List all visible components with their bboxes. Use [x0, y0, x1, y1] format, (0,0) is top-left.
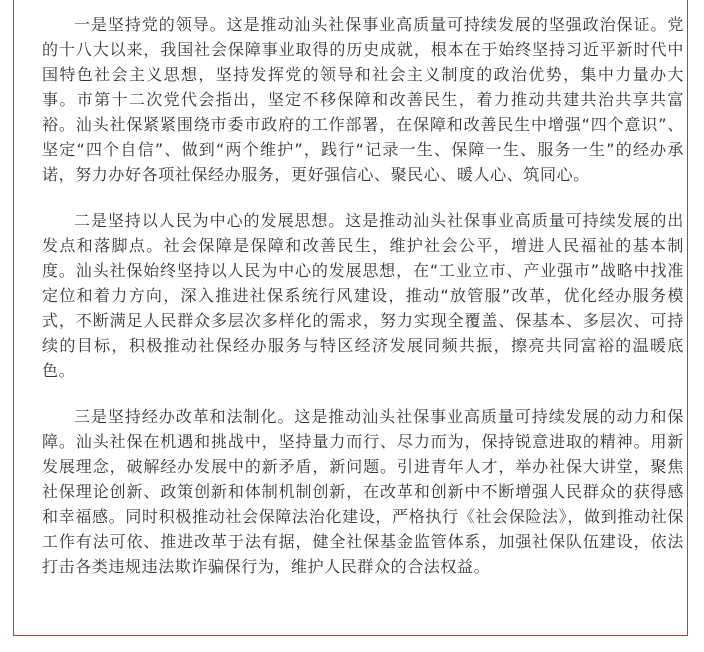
article-frame: [13, 0, 688, 636]
article-body: [42, 12, 684, 600]
paragraph-party-leadership: 一是坚持党的领导。这是推动汕头社保事业高质量可持续发展的坚强政治保证。党的十八大以来，我国社会保障事业取得的历史成就，根本在于始终坚持习近平新时代中国特色社会主义思想，坚持发挥党的领导和社会主义制度的政治优势，集中力量办大事。市第十二次党代会指出，坚定不移保障和改善民生，着力推动共建共治共享共富裕。汕头社保紧紧围绕市委市政府的工作部署，在保障和改善民生中增强“四个意识”、坚定“四个自信”、做到“两个维护”，践行“记录一生、保障一生、服务一生”的经办承诺，努力办好各项社保经办服务，更好强信心、聚民心、暖人心、筑同心。: [42, 15, 684, 184]
paragraph-reform-and-law: 三是坚持经办改革和法制化。这是推动汕头社保事业高质量可持续发展的动力和保障。汕头社保在机遇和挑战中，坚持量力而行、尽力而为，保持锐意进取的精神。用新发展理念，破解经办发展中的新矛盾，新问题。引进青年人才，举办社保大讲堂，聚焦社保理论创新、政策创新和体制机制创新，在改革和创新中不断增强人民群众的获得感和幸福感。同时积极推动社会保障法治化建设，严格执行《社会保险法》，做到推动社保工作有法可依、推进改革于法有据，健全社保基金监管体系，加强社保队伍建设，依法打击各类违规违法欺诈骗保行为，维护人民群众的合法权益。: [42, 407, 684, 576]
paragraph-people-centered: 二是坚持以人民为中心的发展思想。这是推动汕头社保事业高质量可持续发展的出发点和落脚点。社会保障是保障和改善民生，维护社会公平，增进人民福祉的基本制度。汕头社保始终坚持以人民为中心的发展思想，在“工业立市、产业强市”战略中找准定位和着力方向，深入推进社保系统行风建设，推动“放管服”改革，优化经办服务模式，不断满足人民群众多层次多样化的需求，努力实现全覆盖、保基本、多层次、可持续的目标，积极推动社保经办服务与特区经济发展同频共振，擦亮共同富裕的温暖底色。: [42, 211, 684, 380]
